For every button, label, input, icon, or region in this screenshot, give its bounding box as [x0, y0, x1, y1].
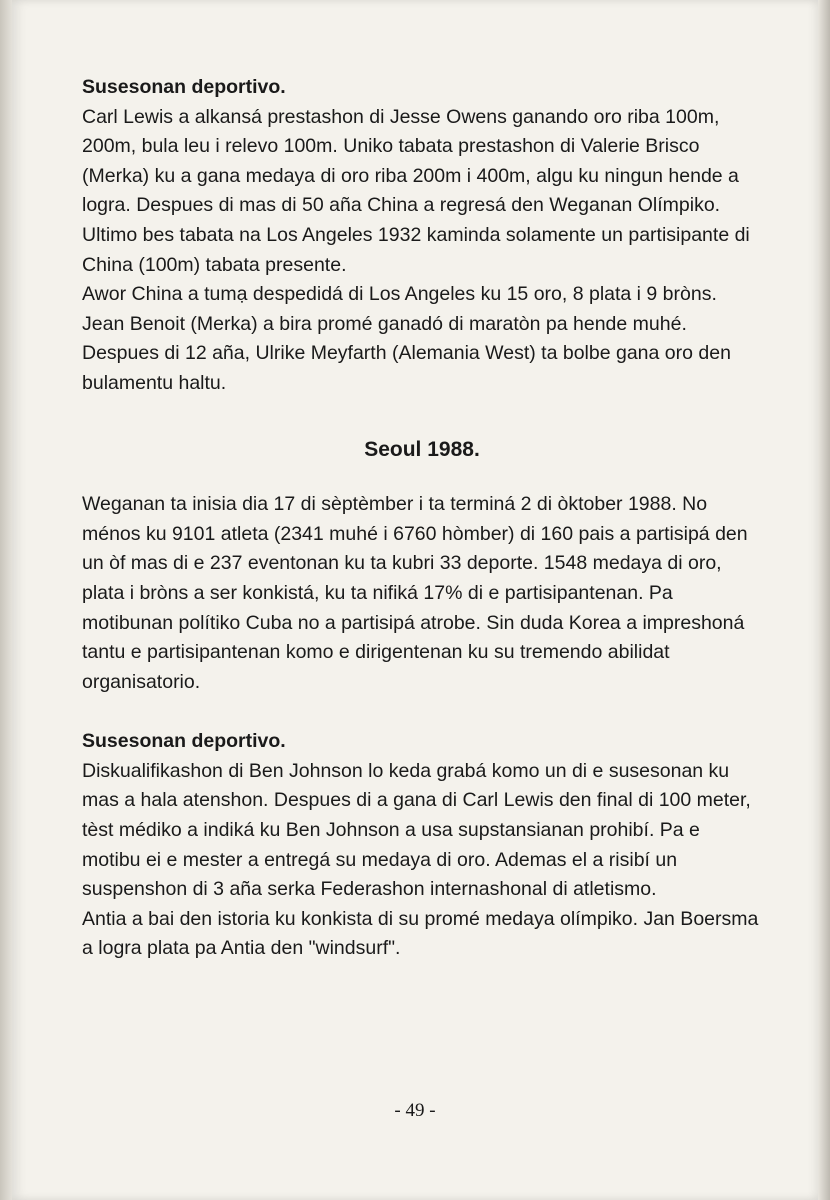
- paragraph: Carl Lewis a alkansá prestashon di Jesse Owens ganando oro riba 100m, 200m, bula leu i relevo 100m. Uniko tabata prestashon di Valerie Brisco (Merka) ku a gana medaya di oro riba 200m i 400m, algu ku ningun hende a logra. Despues di mas di 50 aña China a regresá den Weganan Olímpiko. Ultimo bes tabata na Los Angeles 1932 kaminda solamente un partisipante di China (100m) tabata presente.: [82, 105, 750, 276]
- section-heading: Susesonan deportivo.: [82, 76, 286, 98]
- paragraph: Awor China a tumạ despedidá di Los Angeles ku 15 oro, 8 plata i 9 bròns. Jean Benoit (Merka) a bira promé ganadó di maratòn pa hende muhé. Despues di 12 aña, Ulrike Meyfarth (Alemania West) ta bolbe gana oro den bulamentu haltu.: [82, 283, 731, 394]
- seoul-section: [82, 490, 762, 697]
- page-content: [82, 73, 762, 964]
- section-heading: Susesonan deportivo.: [82, 730, 286, 753]
- paragraph: Weganan ta inisia dia 17 di sèptèmber i ta terminá 2 di òktober 1988. No ménos ku 9101 atleta (2341 muhé i 6760 hòmber) di 160 pais a partisipá den un òf mas di e 237 eventonan ku ta kubri 33 deporte. 1548 medaya di oro, plata i bròns a ser konkistá, ku ta nifiká 17% di e partisipantenan. Pa motibunan polítiko Cuba no a partisipá atrobe. Sin duda Korea a impreshoná tantu e partisipantenan komo e dirigentenan ku su tremendo abilidat organisatorio.: [82, 493, 748, 693]
- page-right-edge: [818, 0, 830, 1200]
- page-left-edge: [0, 0, 12, 1200]
- seoul-1988-title: Seoul 1988.: [364, 437, 480, 461]
- sporting-events-section-1: [82, 73, 762, 399]
- page-number: - 49 -: [394, 1100, 436, 1121]
- sporting-events-section-2: [82, 727, 762, 964]
- paragraph: Diskualifikashon di Ben Johnson lo keda grabá komo un di e susesonan ku mas a hala atenshon. Despues di a gana di Carl Lewis den final di 100 meter, tèst médiko a indiká ku Ben Johnson a usa supstansianan prohibí. Pa e motibu ei e mester a entregá su medaya di oro. Ademas el a risibí un suspenshon di 3 aña serka Federashon internashonal di atletismo.: [82, 759, 751, 901]
- paragraph: Antia a bai den istoria ku konkista di su promé medaya olímpiko. Jan Boersma a logra plata pa Antia den "windsurf".: [82, 907, 759, 960]
